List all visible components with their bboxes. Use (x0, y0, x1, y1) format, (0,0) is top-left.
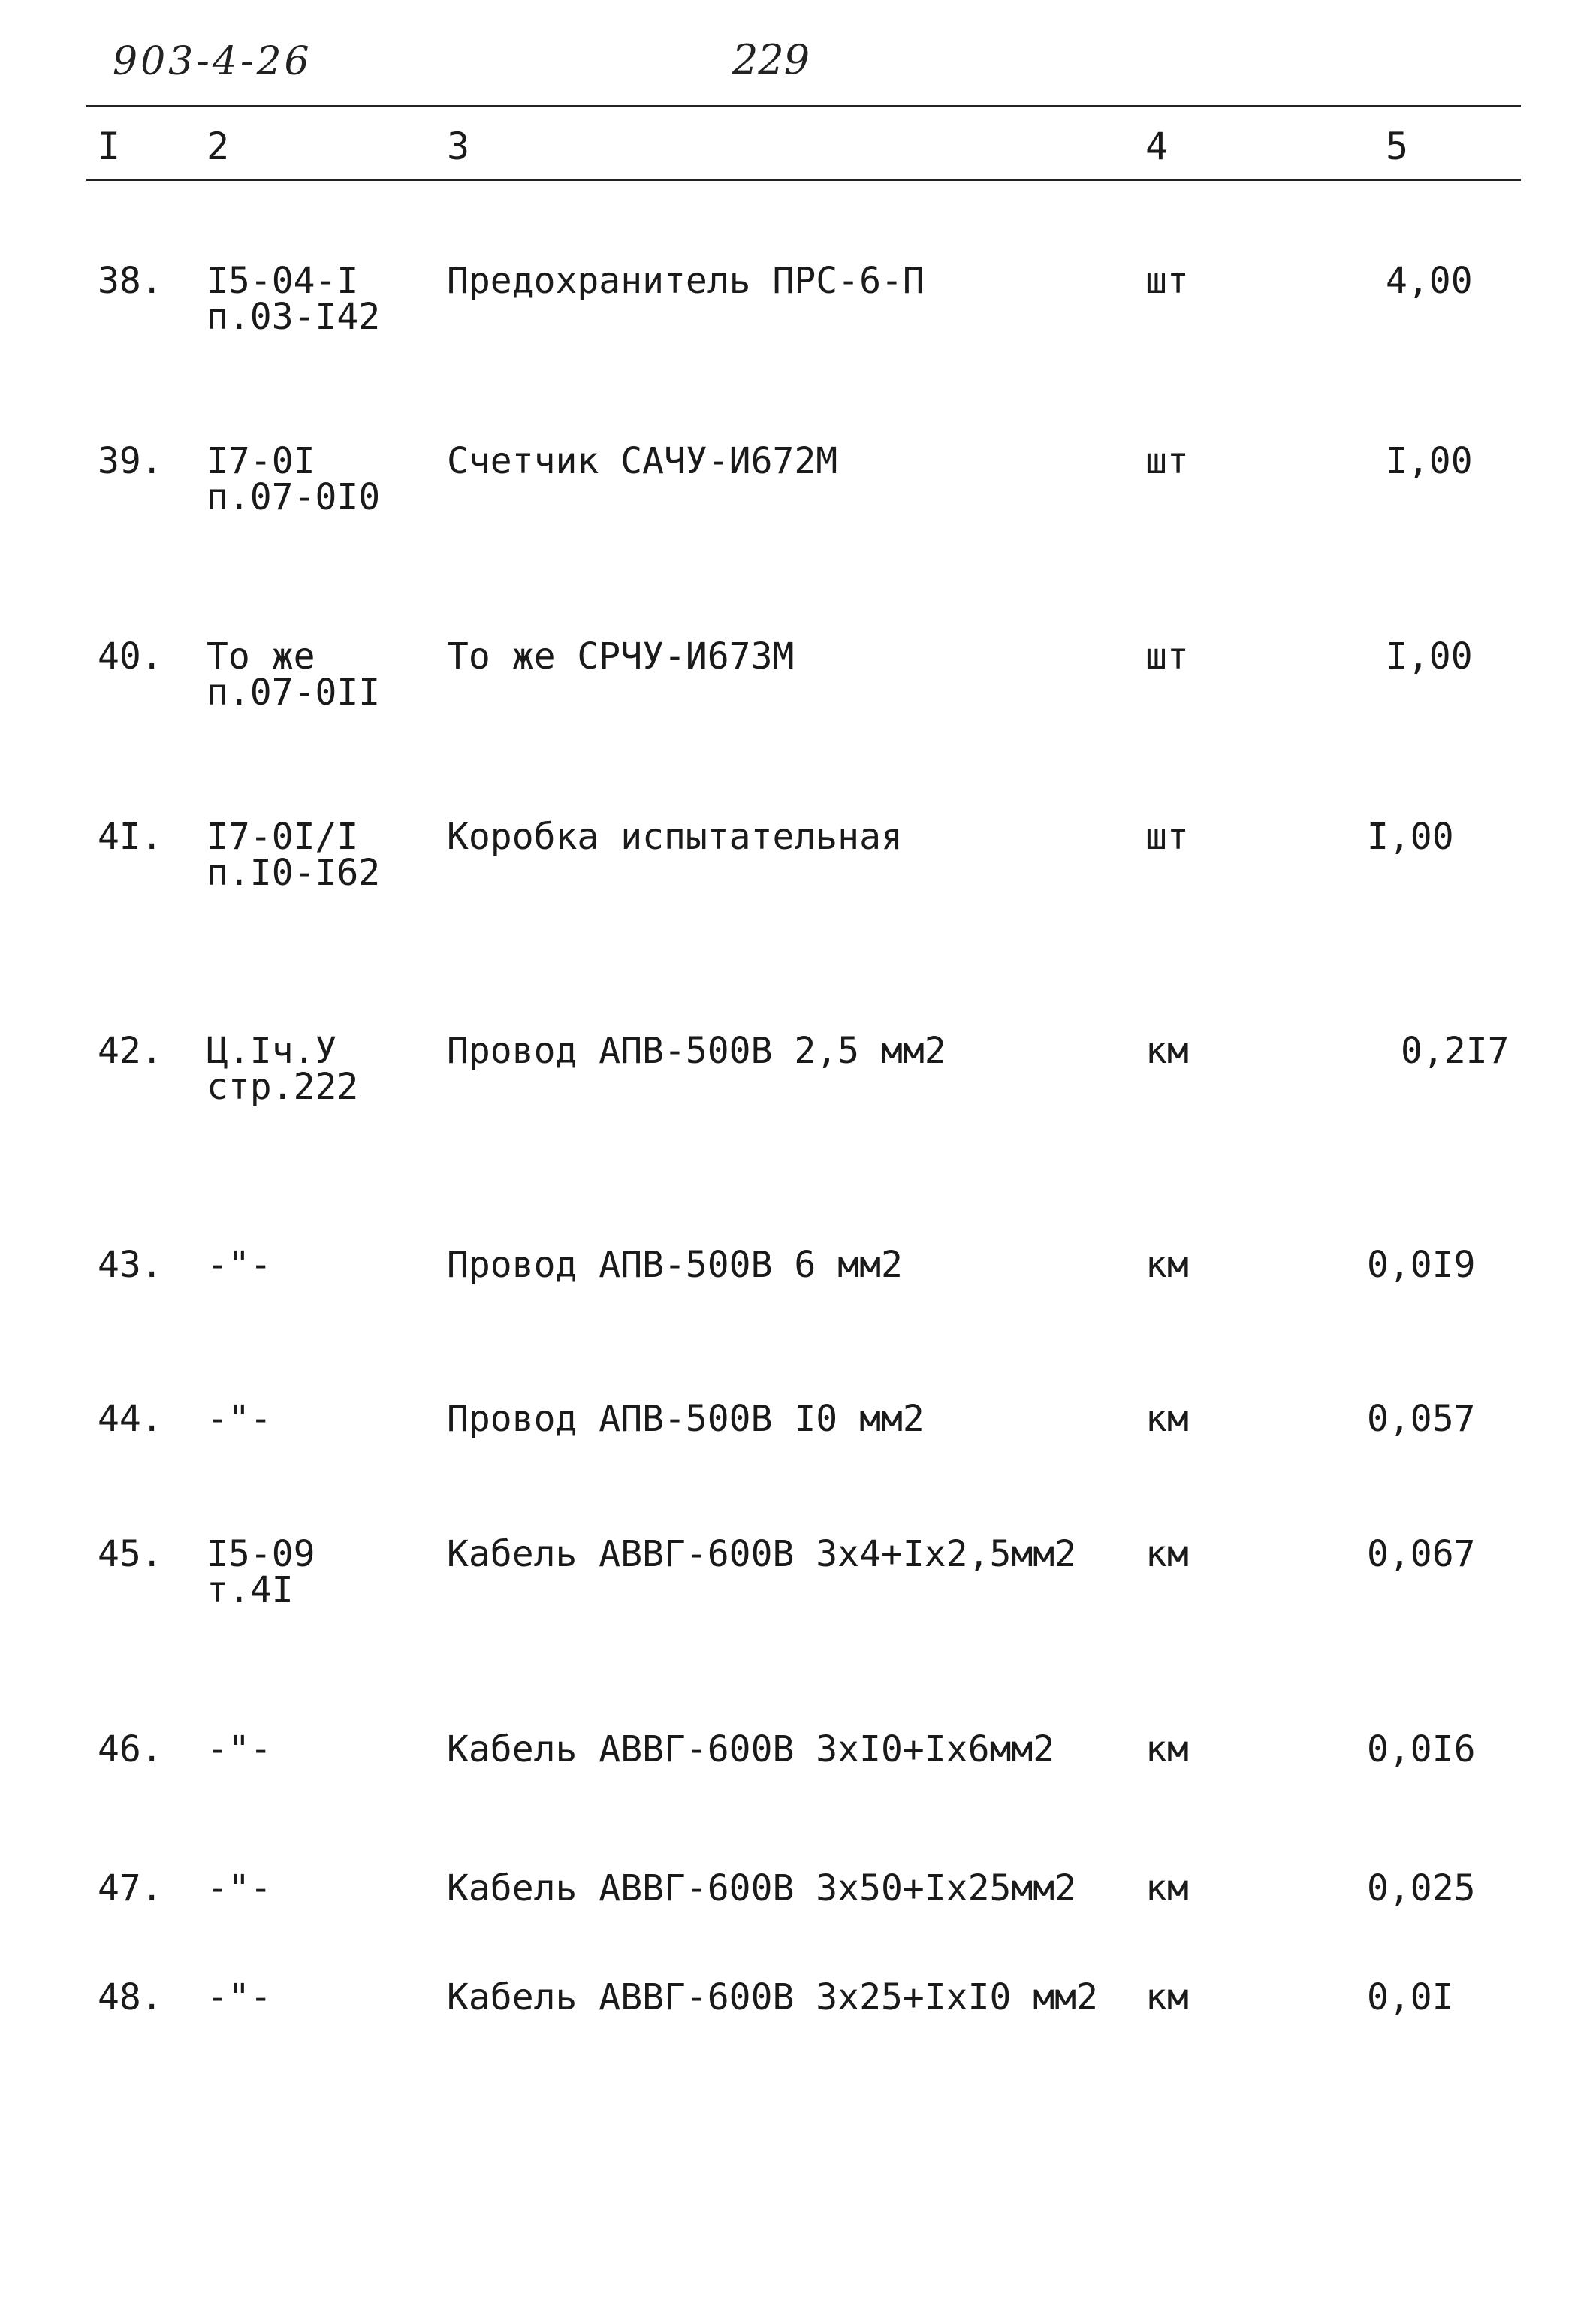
reference (207, 816, 381, 894)
column-header-3: 3 (447, 125, 470, 168)
quantity: 0,2I7 (1401, 1030, 1510, 1072)
reference (207, 260, 381, 338)
row-number: 48. (98, 1976, 163, 2018)
reference (207, 1976, 272, 2018)
quantity: 0,025 (1367, 1867, 1476, 1909)
column-header-4: 4 (1145, 125, 1169, 168)
item-name: Кабель АВВГ-600В 3х4+Iх2,5мм2 (447, 1533, 1077, 1575)
item-name: Провод АПВ-500В 2,5 мм2 (447, 1030, 946, 1072)
reference-line-1: -"- (207, 1976, 272, 2018)
reference (207, 1244, 272, 1286)
reference (207, 440, 381, 518)
reference-line-1: -"- (207, 1867, 272, 1909)
quantity: 0,0I6 (1367, 1728, 1476, 1770)
reference-line-1: -"- (207, 1244, 272, 1286)
quantity: 0,0I (1367, 1976, 1454, 2018)
reference-line-1: Ц.Iч.У (207, 1030, 337, 1072)
unit: км (1145, 1244, 1189, 1286)
unit: км (1145, 1976, 1189, 2018)
row-number: 4I. (98, 816, 163, 858)
unit: км (1145, 1398, 1189, 1440)
item-name: Кабель АВВГ-600В 3хI0+Iх6мм2 (447, 1728, 1055, 1770)
reference (207, 1030, 359, 1108)
reference-line-2: стр.222 (207, 1066, 359, 1108)
column-header-5: 5 (1386, 125, 1409, 168)
reference-line-2: п.07-0I0 (207, 476, 381, 518)
item-name: Предохранитель ПРС-6-П (447, 260, 925, 302)
column-header-1: I (98, 125, 121, 168)
quantity: I,00 (1386, 440, 1473, 482)
reference (207, 635, 381, 714)
header-rule (86, 179, 1521, 181)
reference-line-1: -"- (207, 1398, 272, 1440)
row-number: 43. (98, 1244, 163, 1286)
reference (207, 1867, 272, 1909)
reference-line-2: п.I0-I62 (207, 852, 381, 894)
reference-line-2: п.07-0II (207, 672, 381, 714)
item-name: Кабель АВВГ-600В 3х50+Iх25мм2 (447, 1867, 1077, 1909)
row-number: 42. (98, 1030, 163, 1072)
unit: шт (1145, 635, 1189, 678)
row-number: 38. (98, 260, 163, 302)
row-number: 44. (98, 1398, 163, 1440)
unit: шт (1145, 816, 1189, 858)
item-name: Провод АПВ-500В I0 мм2 (447, 1398, 925, 1440)
quantity: I,00 (1386, 635, 1473, 678)
unit: км (1145, 1728, 1189, 1770)
reference-line-1: I5-04-I (207, 260, 359, 302)
row-number: 45. (98, 1533, 163, 1575)
quantity: 0,057 (1367, 1398, 1476, 1440)
row-number: 46. (98, 1728, 163, 1770)
row-number: 40. (98, 635, 163, 678)
reference-line-1: I7-0I/I (207, 816, 359, 858)
reference (207, 1533, 315, 1611)
reference (207, 1398, 272, 1440)
row-number: 39. (98, 440, 163, 482)
unit: км (1145, 1533, 1189, 1575)
quantity: 0,067 (1367, 1533, 1476, 1575)
unit: км (1145, 1030, 1189, 1072)
reference-line-1: I5-09 (207, 1533, 315, 1575)
quantity: I,00 (1367, 816, 1454, 858)
quantity: 4,00 (1386, 260, 1473, 302)
reference-line-1: -"- (207, 1728, 272, 1770)
column-header-2: 2 (207, 125, 230, 168)
row-number: 47. (98, 1867, 163, 1909)
unit: шт (1145, 440, 1189, 482)
item-name: Коробка испытательная (447, 816, 903, 858)
unit: шт (1145, 260, 1189, 302)
item-name: То же СРЧУ-И673М (447, 635, 795, 678)
reference-line-2: п.03-I42 (207, 296, 381, 338)
item-name: Счетчик САЧУ-И672М (447, 440, 838, 482)
quantity: 0,0I9 (1367, 1244, 1476, 1286)
reference-line-1: I7-0I (207, 440, 315, 482)
unit: км (1145, 1867, 1189, 1909)
reference (207, 1728, 272, 1770)
reference-line-1: То же (207, 635, 315, 678)
reference-line-2: т.4I (207, 1569, 294, 1611)
item-name: Провод АПВ-500В 6 мм2 (447, 1244, 903, 1286)
item-name: Кабель АВВГ-600В 3х25+IхI0 мм2 (447, 1976, 1098, 2018)
document-code: 903-4-26 (113, 39, 312, 84)
top-rule (86, 105, 1521, 107)
page-number: 229 (732, 36, 810, 83)
